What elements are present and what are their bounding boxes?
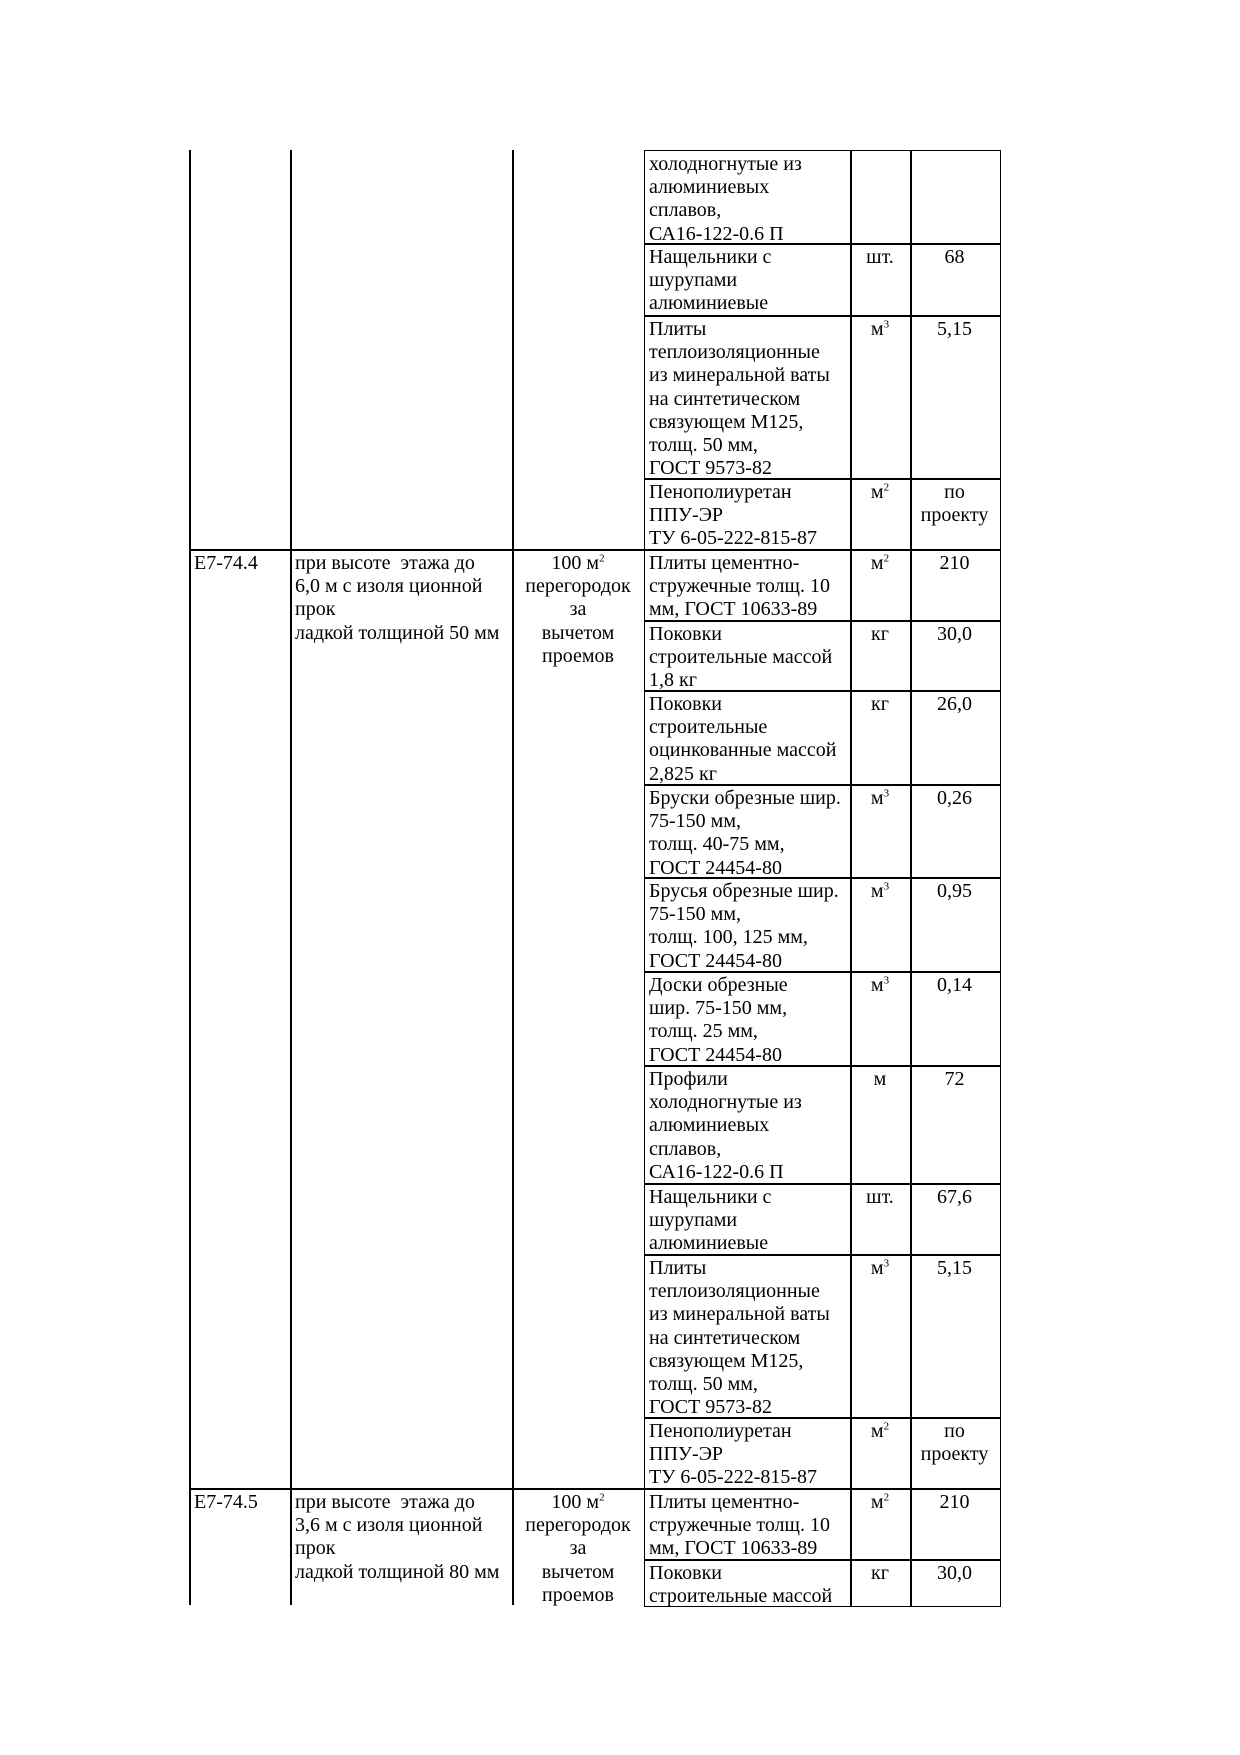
material-name-line: алюминиевые [649, 292, 769, 315]
material-unit: $м^3$ [870, 974, 890, 996]
material-quantity: 5,15 [937, 318, 972, 340]
material-unit: $м^2$ [870, 552, 890, 574]
material-name-line: ГОСТ 9573-82 [649, 1396, 772, 1419]
material-name-line: строительные [649, 716, 768, 739]
material-unit: $м^3$ [870, 318, 890, 340]
material-name-line: 1,8 кг [649, 669, 697, 692]
material-quantity: по [944, 481, 965, 503]
material-name-line: ТУ 6-05-222-815-87 [649, 527, 818, 550]
material-name-line: ГОСТ 9573-82 [649, 457, 772, 480]
material-name-line: Плиты цементно- [649, 552, 800, 574]
material-name-line: Поковки [649, 623, 723, 645]
work-description-line: ладкой толщиной 80 мм [295, 1560, 500, 1583]
measure-unit-line: за [569, 598, 587, 621]
material-name-line: из минеральной ваты [649, 1303, 830, 1326]
material-name-line: Доски обрезные [649, 974, 788, 996]
norm-code: Е7-74.5 [194, 1491, 258, 1513]
work-description-line: 3,6 м с изоля ционной [295, 1514, 483, 1537]
material-name-line: из минеральной ваты [649, 364, 830, 387]
material-name-line: толщ. 100, 125 мм, [649, 926, 808, 949]
material-name-line: мм, ГОСТ 10633-89 [649, 598, 818, 621]
material-name-line: сплавов, [649, 199, 722, 222]
measure-unit-line: проемов [542, 644, 614, 667]
measure-unit-line: перегородок [525, 1514, 631, 1537]
norm-code: Е7-74.4 [194, 552, 258, 574]
material-unit: $м^2$ [870, 481, 890, 503]
material-name-line: Пенополиуретан [649, 1420, 792, 1442]
material-name-line: толщ. 40-75 мм, [649, 833, 785, 856]
work-description-line: ладкой толщиной 50 мм [295, 621, 500, 644]
material-name-line: ТУ 6-05-222-815-87 [649, 1466, 818, 1489]
material-quantity: проекту [920, 1443, 989, 1466]
material-quantity: 30,0 [937, 623, 972, 645]
material-quantity: проекту [920, 504, 989, 527]
material-name-line: толщ. 50 мм, [649, 434, 758, 456]
column-border-2 [290, 150, 292, 1605]
measure-unit-line: 100 $м^2$ [551, 1491, 605, 1513]
material-unit: шт. [866, 246, 894, 268]
material-unit: кг [871, 693, 889, 715]
material-name-line: алюминиевые [649, 1232, 769, 1255]
material-quantity: по [944, 1420, 965, 1442]
material-name-line: ГОСТ 24454-80 [649, 1043, 782, 1066]
material-name-line: мм, ГОСТ 10633-89 [649, 1537, 818, 1560]
material-name-line: на синтетическом [649, 1326, 801, 1349]
column-border-3 [512, 150, 514, 1605]
measure-unit-line: перегородок [525, 575, 631, 598]
work-description-line: при высоте этажа до [295, 552, 475, 574]
material-unit: $м^2$ [870, 1420, 890, 1442]
measure-unit-line: проемов [542, 1583, 614, 1606]
material-quantity: 0,14 [937, 974, 972, 996]
material-quantity: 210 [939, 1491, 970, 1513]
material-unit: $м^3$ [870, 1257, 890, 1279]
material-unit: м [873, 1068, 887, 1090]
material-name-line: теплоизоляционные [649, 341, 820, 364]
group-separator [189, 549, 644, 551]
material-name-line: ППУ-ЭР [649, 504, 724, 527]
material-name-line: 75-150 мм, [649, 903, 741, 926]
material-name-line: ППУ-ЭР [649, 1443, 724, 1466]
material-name-line: оцинкованные массой [649, 739, 837, 762]
material-unit: $м^3$ [870, 787, 890, 809]
material-name-line: строительные массой [649, 646, 833, 669]
material-name-line: СА16-122-0.6 П [649, 1160, 784, 1183]
material-quantity: 72 [944, 1068, 965, 1090]
quantity-cell [910, 150, 1001, 245]
material-name-line: 75-150 мм, [649, 810, 741, 833]
material-name-line: холодногнутые из [649, 1091, 802, 1114]
material-unit: шт. [866, 1186, 894, 1208]
material-unit: кг [871, 1562, 889, 1584]
material-quantity: 30,0 [937, 1562, 972, 1584]
material-quantity: 67,6 [937, 1186, 972, 1208]
unit-cell [850, 150, 912, 245]
material-name-line: толщ. 25 мм, [649, 1020, 758, 1043]
material-name-line: стружечные толщ. 10 [649, 575, 830, 598]
material-name-line: Плиты [649, 1257, 707, 1279]
measure-unit-line: за [569, 1537, 587, 1560]
column-border-1 [189, 150, 191, 1605]
material-name-line: ГОСТ 24454-80 [649, 856, 782, 879]
material-name-line: шурупами [649, 269, 738, 292]
material-name-line: связующем М125, [649, 410, 804, 433]
material-name-line: строительные массой [649, 1585, 833, 1608]
material-quantity: 26,0 [937, 693, 972, 715]
material-name-line: Пенополиуретан [649, 481, 792, 503]
material-quantity: 0,26 [937, 787, 972, 809]
material-name-line: алюминиевых [649, 1114, 770, 1137]
material-name-line: Нащельники с [649, 246, 772, 268]
work-description-line: прок [295, 1537, 336, 1560]
material-name-line: Поковки [649, 693, 723, 715]
group-separator [189, 1488, 644, 1490]
material-name-line: холодногнутые из [649, 153, 802, 175]
material-name-line: шир. 75-150 мм, [649, 997, 788, 1020]
material-name-line: толщ. 50 мм, [649, 1373, 758, 1395]
material-name-line: сплавов, [649, 1137, 722, 1160]
material-name-line: Плиты [649, 318, 707, 340]
material-name-line: алюминиевых [649, 176, 770, 199]
material-unit: кг [871, 623, 889, 645]
material-name-line: Профили [649, 1068, 728, 1090]
work-description-line: при высоте этажа до [295, 1491, 475, 1513]
material-quantity: 0,95 [937, 880, 972, 902]
material-name-line: Бруски обрезные шир. [649, 787, 841, 809]
material-unit: $м^3$ [870, 880, 890, 902]
material-name-line: Нащельники с [649, 1186, 772, 1208]
material-quantity: 68 [944, 246, 965, 268]
work-description-line: 6,0 м с изоля ционной [295, 575, 483, 598]
material-name-line: Плиты цементно- [649, 1491, 800, 1513]
material-unit: $м^2$ [870, 1491, 890, 1513]
material-name-line: СА16-122-0.6 П [649, 222, 784, 245]
material-name-line: шурупами [649, 1209, 738, 1232]
measure-unit-line: 100 $м^2$ [551, 552, 605, 574]
material-name-line: 2,825 кг [649, 762, 717, 785]
measure-unit-line: вычетом [541, 1560, 615, 1583]
material-name-line: теплоизоляционные [649, 1280, 820, 1303]
work-description-line: прок [295, 598, 336, 621]
material-name-line: стружечные толщ. 10 [649, 1514, 830, 1537]
material-quantity: 5,15 [937, 1257, 972, 1279]
material-name-line: на синтетическом [649, 387, 801, 410]
material-quantity: 210 [939, 552, 970, 574]
material-name-line: ГОСТ 24454-80 [649, 949, 782, 972]
material-name-line: Поковки [649, 1562, 723, 1584]
material-name-line: связующем М125, [649, 1349, 804, 1372]
measure-unit-line: вычетом [541, 621, 615, 644]
material-name-line: Брусья обрезные шир. [649, 880, 839, 902]
